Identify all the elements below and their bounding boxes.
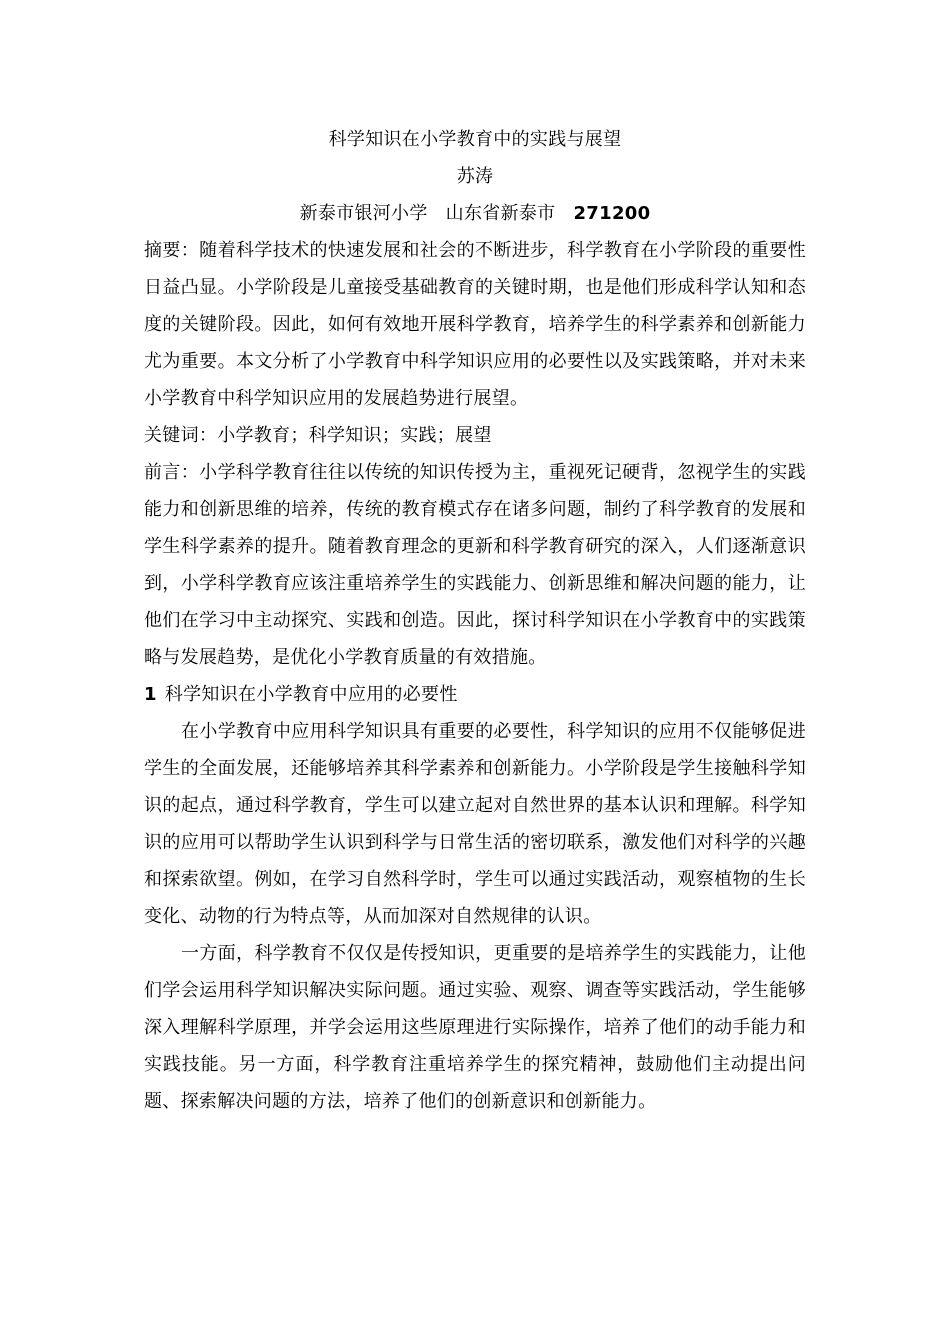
section-1-paragraph-2: 一方面，科学教育不仅仅是传授知识，更重要的是培养学生的实践能力，让他们学会运用科学知识解决实际问题。通过实验、观察、调查等实践活动，学生能够深入理解科学原理，并学会运用这些原理进行实际操作，培养了他们的动手能力和实践技能。另一方面，科学教育注重培养学生的探究精神，鼓励他们主动提出问题、探索解决问题的方法，培养了他们的创新意识和创新能力。 (144, 943, 806, 1112)
affiliation-region: 山东省新泰市 (445, 203, 556, 224)
keywords-line: 关键词：小学教育；科学知识；实践；展望 (144, 425, 492, 446)
section-1-title: 科学知识在小学教育中应用的必要性 (164, 684, 458, 705)
section-1-heading (144, 676, 806, 713)
section-1-paragraph-1: 在小学教育中应用科学知识具有重要的必要性，科学知识的应用不仅能够促进学生的全面发展，还能够培养其科学素养和创新能力。小学阶段是学生接触科学知识的起点，通过科学教育，学生可以建立起对自然世界的基本认识和理解。科学知识的应用可以帮助学生认识到科学与日常生活的密切联系，激发他们对科学的兴趣和探索欲望。例如，在学习自然科学时，学生可以通过实践活动，观察植物的生长变化、动物的行为特点等，从而加深对自然规律的认识。 (144, 721, 806, 927)
author-affiliation (144, 195, 806, 232)
abstract-paragraph: 摘要：随着科学技术的快速发展和社会的不断进步，科学教育在小学阶段的重要性日益凸显。小学阶段是儿童接受基础教育的关键时期，也是他们形成科学认知和态度的关键阶段。因此，如何有效地开展科学教育，培养学生的科学素养和创新能力尤为重要。本文分析了小学教育中科学知识应用的必要性以及实践策略，并对未来小学教育中科学知识应用的发展趋势进行展望。 (144, 240, 806, 409)
document-title: 科学知识在小学教育中的实践与展望 (328, 129, 622, 150)
author-name: 苏涛 (456, 166, 494, 187)
postal-code: 271200 (573, 203, 651, 224)
affiliation-school: 新泰市银河小学 (299, 203, 428, 224)
document-body (144, 121, 806, 1120)
section-1-number: 1 (144, 684, 157, 705)
preface-paragraph: 前言：小学科学教育往往以传统的知识传授为主，重视死记硬背，忽视学生的实践能力和创新思维的培养，传统的教育模式存在诸多问题，制约了科学教育的发展和学生科学素养的提升。随着教育理念的更新和科学教育研究的深入，人们逐渐意识到，小学科学教育应该注重培养学生的实践能力、创新思维和解决问题的能力，让他们在学习中主动探究、实践和创造。因此，探讨科学知识在小学教育中的实践策略与发展趋势，是优化小学教育质量的有效措施。 (144, 462, 806, 668)
